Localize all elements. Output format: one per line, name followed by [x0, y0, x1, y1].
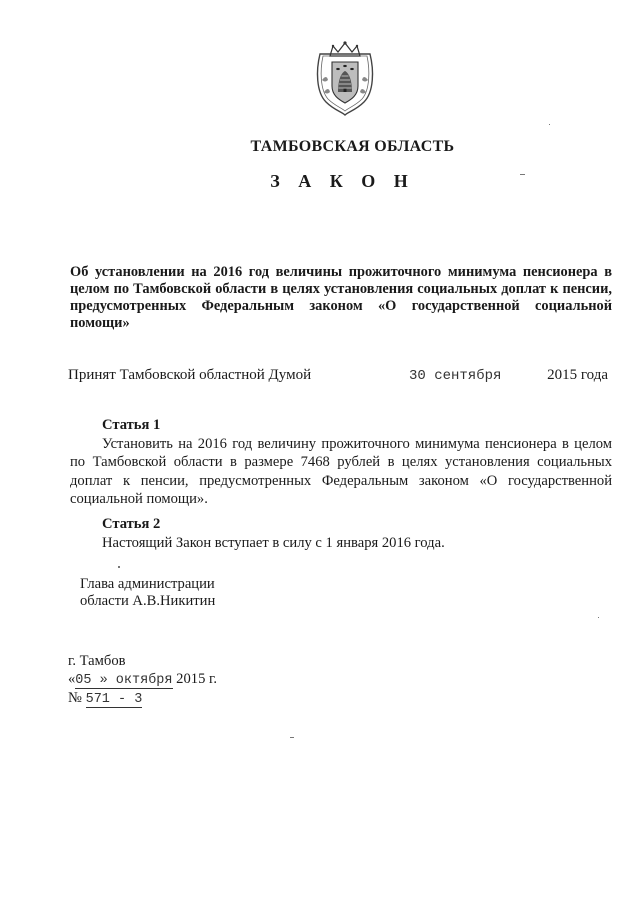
article-heading: Статья 2	[102, 516, 161, 532]
adoption-line	[68, 367, 608, 387]
article-body: Настоящий Закон вступает в силу с 1 января 2016 года.	[102, 534, 445, 551]
signatory-position: Глава администрации	[80, 576, 215, 592]
issue-date-stamp: 05 » октября	[75, 673, 173, 688]
quote-mark: «	[68, 671, 76, 687]
scan-speck	[549, 124, 550, 125]
adopted-by-text: Принят Тамбовской областной Думой	[68, 367, 312, 383]
document-type-heading: З А К О Н	[270, 171, 415, 191]
issue-number-stamp: 571 - 3	[85, 692, 143, 707]
region-heading: ТАМБОВСКАЯ ОБЛАСТЬ	[250, 138, 455, 155]
scan-speck	[290, 737, 294, 738]
issue-year: 2015 г.	[176, 671, 217, 687]
law-title: Об установлении на 2016 год величины прожиточного минимума пенсионера в целом по Тамбовской области в целях установления социальных доплат к пенсии, предусмотренных Федеральным законом «О государственной социальной помощи»	[70, 264, 612, 331]
signatory-name: области А.В.Никитин	[80, 593, 216, 609]
scan-speck	[118, 566, 120, 568]
article-body: Установить на 2016 год величину прожиточного минимума пенсионера в целом по Тамбовской области в размере 7468 рублей в целях установления социальных доплат к пенсии, предусмотренных Федеральным законом «О государственной социальной помощи».	[70, 435, 612, 507]
article-1	[70, 416, 612, 509]
issue-details	[68, 652, 328, 708]
scan-speck	[520, 174, 525, 175]
article-2	[70, 515, 612, 552]
issue-number-line	[68, 689, 328, 708]
adoption-year: 2015 года	[547, 367, 608, 383]
article-heading: Статья 1	[102, 417, 161, 433]
adoption-date-stamp: 30 сентября	[409, 368, 502, 384]
scan-speck	[598, 617, 599, 618]
issue-city: г. Тамбов	[68, 653, 126, 669]
signature-block	[80, 576, 215, 610]
number-label: №	[68, 690, 82, 706]
coat-of-arms-emblem	[314, 40, 376, 116]
issue-date-line	[68, 670, 328, 689]
